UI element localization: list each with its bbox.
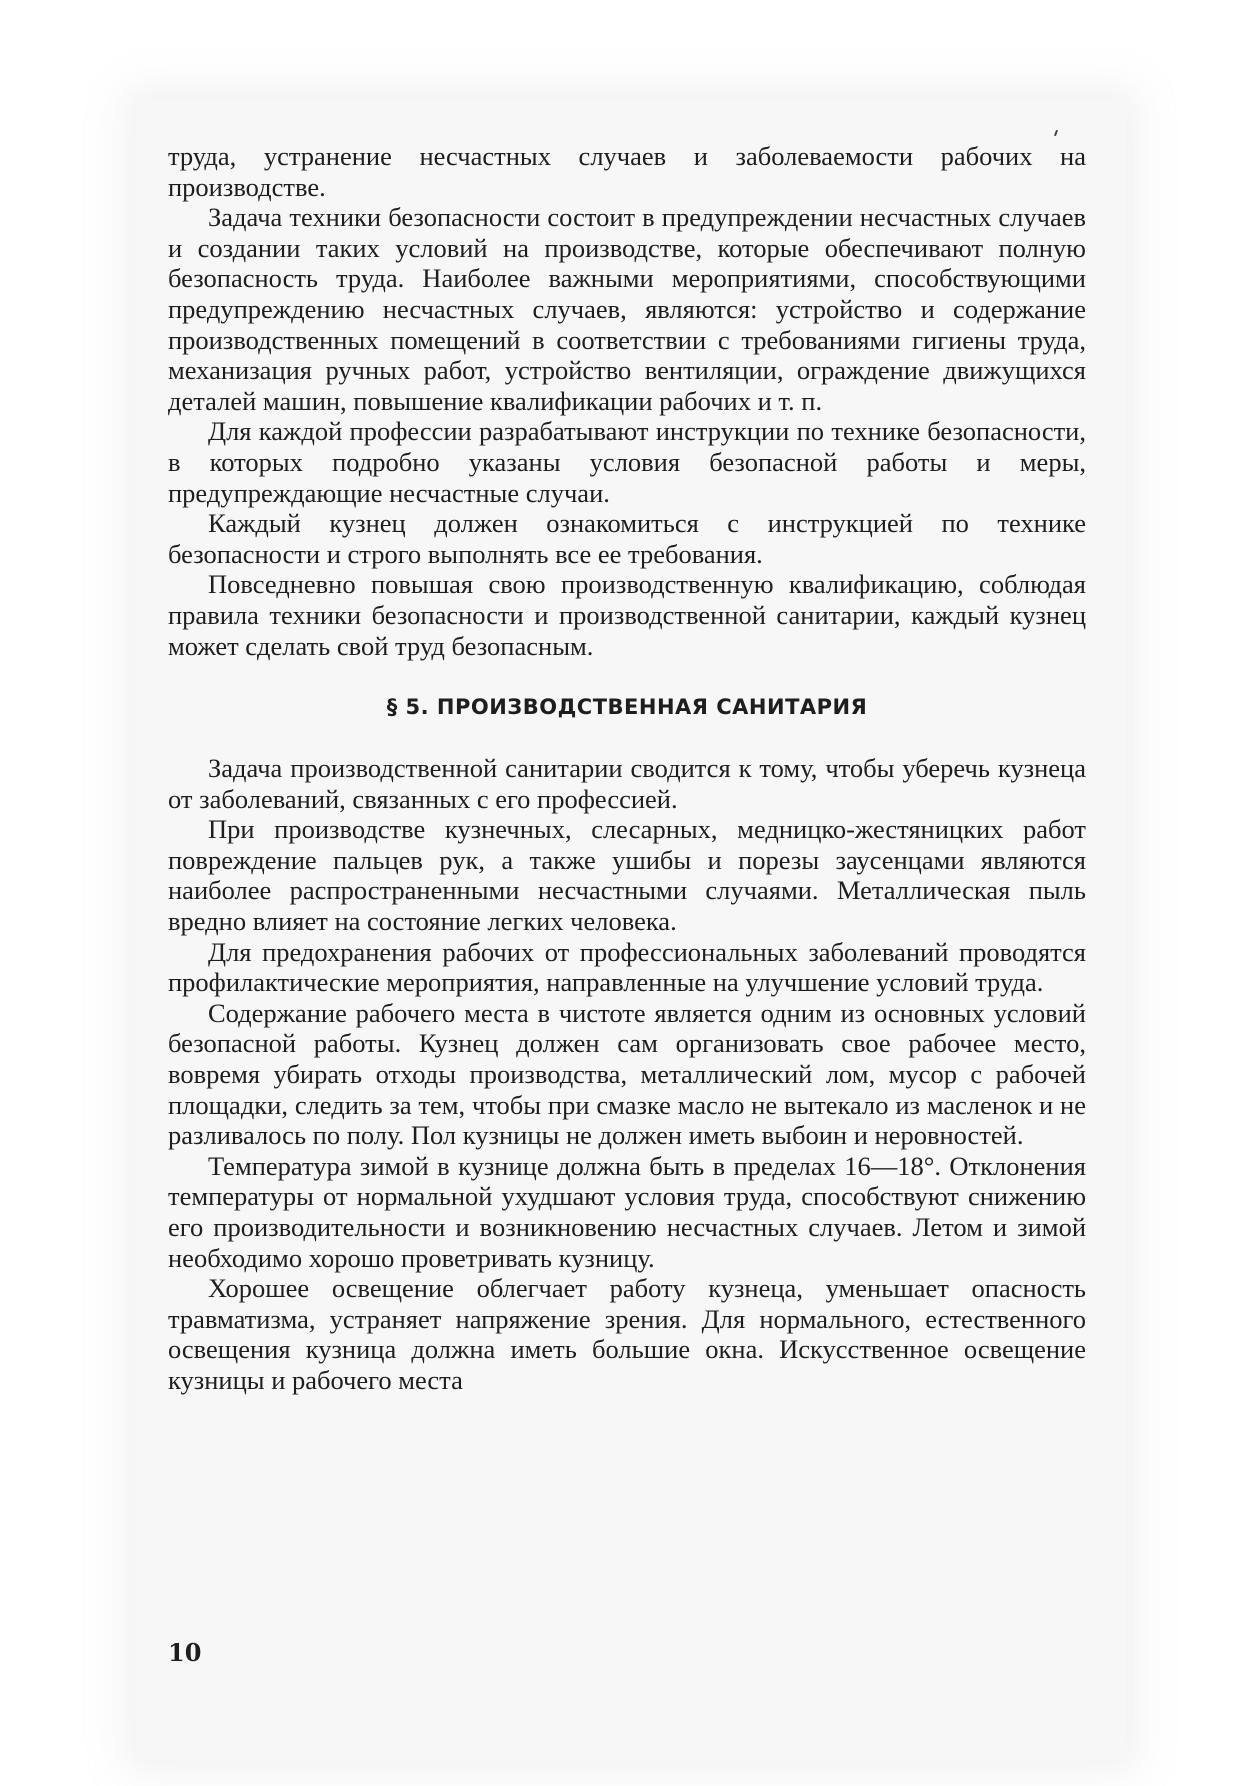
text-column	[168, 141, 1086, 1396]
section-heading: § 5. ПРОИЗВОДСТВЕННАЯ САНИТАРИЯ	[386, 695, 868, 720]
paragraph: При производстве кузнечных, слесарных, медницко-жестяницких работ повреждение пальцев рук, а также ушибы и порезы заусенцами являются наиболее распространенными несчастными случаями. Металлическая пыль вредно влияет на состояние легких человека.	[168, 814, 1086, 937]
paragraph: Содержание рабочего места в чистоте является одним из основных условий безопасной работы. Кузнец должен сам организовать свое рабочее место, вовремя убирать отходы производства, металлический лом, мусор с рабочей площадки, следить за тем, чтобы при смазке масло не вытекало из масленок и не разливалось по полу. Пол кузницы не должен иметь выбоин и неровностей.	[168, 997, 1086, 1151]
page-number: 10	[168, 1638, 202, 1667]
paragraph: Для каждой профессии разрабатывают инструкции по технике безопасности, в которых подробно указаны условия безопасной работы и меры, предупреждающие несчастные случаи.	[168, 416, 1086, 508]
paragraph: Температура зимой в кузнице должна быть в пределах 16—18°. Отклонения температуры от нормальной ухудшают условия труда, способствуют снижению его производительности и возникновению несчастных случаев. Летом и зимой необходимо хорошо проветривать кузницу.	[168, 1150, 1086, 1273]
paragraph: Хорошее освещение облегчает работу кузнеца, уменьшает опасность травматизма, устраняет напряжение зрения. Для нормального, естественного освещения кузница должна иметь большие окна. Искусственное освещение кузницы и рабочего места	[168, 1273, 1086, 1395]
paragraph: Для предохранения рабочих от профессиональных заболеваний проводятся профилактические мероприятия, направленные на улучшение условий труда.	[168, 936, 1086, 998]
paragraph: Задача техники безопасности состоит в предупреждении несчастных случаев и создании таких условий на производстве, которые обеспечивают полную безопасность труда. Наиболее важными мероприятиями, способствующими предупреждению несчастных случаев, являются: устройство и содержание производственных помещений в соответствии с требованиями гигиены труда, механизация ручных работ, устройство вентиляции, ограждение движущихся деталей машин, повышение квалификации рабочих и т. п.	[168, 202, 1086, 416]
paragraph-continuation: труда, устранение несчастных случаев и заболеваемости рабочих на производстве.	[168, 141, 1086, 202]
paragraph: Каждый кузнец должен ознакомиться с инструкцией по технике безопасности и строго выполнять все ее требования.	[168, 508, 1086, 569]
paragraph: Задача производственной санитарии сводится к тому, чтобы уберечь кузнеца от заболеваний, связанных с его профессией.	[168, 753, 1086, 814]
paragraph: Повседневно повышая свою производственную квалификацию, соблюдая правила техники безопасности и производственной санитарии, каждый кузнец может сделать свой труд безопасным.	[168, 569, 1086, 661]
